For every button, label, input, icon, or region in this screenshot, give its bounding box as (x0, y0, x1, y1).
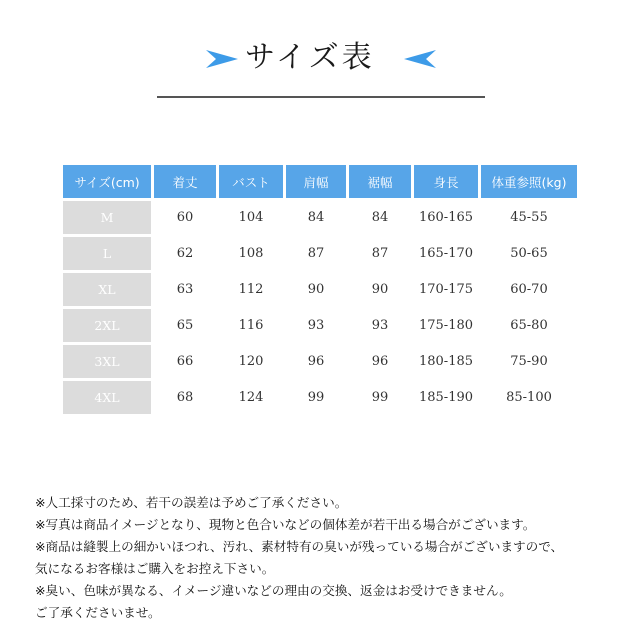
size-table (60, 162, 580, 417)
size-label: 4XL (63, 381, 151, 414)
title-divider (157, 96, 485, 98)
header-hem: 裾幅 (349, 165, 411, 198)
table-cell: 99 (307, 390, 325, 405)
table-cell: 87 (371, 246, 389, 261)
table-cell: 87 (307, 246, 325, 261)
table-cell: 120 (238, 354, 264, 369)
table-cell: 63 (176, 282, 194, 297)
note-line: ※人工採寸のため、若干の誤差は予めご了承ください。 (35, 495, 348, 510)
header-bust: バスト (219, 165, 283, 198)
table-cell: 85-100 (506, 390, 552, 405)
table-cell: 175-180 (418, 318, 474, 333)
table-cell: 90 (371, 282, 389, 297)
table-row (63, 273, 577, 306)
table-cell: 112 (238, 282, 264, 297)
table-cell: 93 (307, 318, 325, 333)
note-line: ご了承くださいませ。 (35, 605, 161, 620)
size-label: M (63, 201, 151, 234)
table-cell: 65 (176, 318, 194, 333)
table-cell: 104 (238, 210, 264, 225)
table-cell: 60-70 (510, 282, 548, 297)
header-height: 身長 (414, 165, 478, 198)
size-label: XL (63, 273, 151, 306)
table-cell: 60 (176, 210, 194, 225)
table-cell: 84 (371, 210, 389, 225)
note-line: 気になるお客様はご購入をお控え下さい。 (35, 561, 275, 576)
size-label: L (63, 237, 151, 270)
table-cell: 185-190 (418, 390, 474, 405)
note-line: ※商品は縫製上の細かいほつれ、汚れ、素材特有の臭いが残っている場合がございますので、 (35, 539, 564, 554)
table-cell: 75-90 (510, 354, 548, 369)
title-area (0, 36, 640, 80)
header-length: 着丈 (154, 165, 216, 198)
size-label: 2XL (63, 309, 151, 342)
table-cell: 62 (176, 246, 194, 261)
notes (35, 492, 625, 624)
size-label: 3XL (63, 345, 151, 378)
table-cell: 170-175 (418, 282, 474, 297)
table-cell: 165-170 (418, 246, 474, 261)
table-cell: 99 (371, 390, 389, 405)
header-weight: 体重参照(kg) (481, 165, 577, 198)
chevron-left-icon (404, 48, 436, 70)
note-line: ※写真は商品イメージとなり、現物と色合いなどの個体差が若干出る場合がございます。 (35, 517, 536, 532)
table-cell: 45-55 (510, 210, 548, 225)
table-row (63, 309, 577, 342)
table-cell: 68 (176, 390, 194, 405)
chevron-right-icon (206, 48, 238, 70)
table-cell: 124 (238, 390, 264, 405)
table-row (63, 381, 577, 414)
header-size: サイズ(cm) (63, 165, 151, 198)
table-cell: 84 (307, 210, 325, 225)
table-cell: 108 (238, 246, 264, 261)
table-cell: 50-65 (510, 246, 548, 261)
table-header-row (63, 165, 577, 198)
table-cell: 116 (238, 318, 264, 333)
table-cell: 96 (371, 354, 389, 369)
table-cell: 65-80 (510, 318, 548, 333)
header-shoulder: 肩幅 (286, 165, 346, 198)
page-title: サイズ表 (245, 40, 375, 75)
table-cell: 66 (176, 354, 194, 369)
table-cell: 180-185 (418, 354, 474, 369)
table-row (63, 345, 577, 378)
note-line: ※臭い、色味が異なる、イメージ違いなどの理由の交換、返金はお受けできません。 (35, 583, 512, 598)
table-row (63, 237, 577, 270)
table-row (63, 201, 577, 234)
table-cell: 90 (307, 282, 325, 297)
table-cell: 160-165 (418, 210, 474, 225)
table-cell: 96 (307, 354, 325, 369)
table-cell: 93 (371, 318, 389, 333)
